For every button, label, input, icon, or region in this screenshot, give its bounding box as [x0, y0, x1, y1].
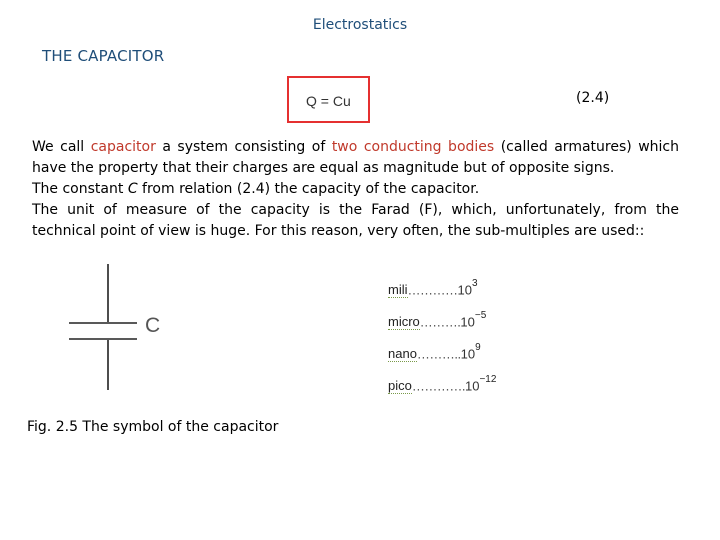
- symbol-c: C: [127, 181, 138, 197]
- unit-exponent: 3: [471, 278, 478, 289]
- body-paragraph: [32, 137, 679, 242]
- chapter-header: Electrostatics: [312, 17, 408, 33]
- unit-prefix: pico: [388, 378, 412, 394]
- leader-dots: …………: [407, 282, 458, 298]
- list-item: [388, 342, 481, 365]
- highlight-conducting-bodies: two conducting bodies: [331, 139, 495, 155]
- section-title: THE CAPACITOR: [42, 47, 165, 65]
- unit-prefix: micro: [388, 314, 420, 330]
- unit-prefix: nano: [388, 346, 417, 362]
- submultiples-list: [388, 276, 538, 401]
- unit-exponent: −12: [479, 374, 497, 385]
- paragraph-unit: The unit of measure of the capacity is the Farad (F), which, unfortunately, from the technical point of view is huge. For this reason, very often, the sub-multiples are used::: [32, 202, 679, 239]
- highlight-capacitor: capacitor: [90, 139, 156, 155]
- leader-dots: ………….: [411, 378, 465, 394]
- capacitor-symbol-label: C: [145, 314, 161, 337]
- formula-text: Q = Cu: [306, 93, 351, 109]
- capacitor-symbol: [55, 260, 167, 400]
- list-item: [388, 278, 478, 301]
- unit-base: 10: [460, 314, 475, 330]
- text-run: from relation (2.4) the capacity of the capacitor.: [137, 181, 480, 197]
- figure-caption: Fig. 2.5 The symbol of the capacitor: [27, 419, 279, 435]
- unit-prefix: mili: [388, 282, 408, 298]
- formula-box: [287, 76, 370, 123]
- text-run: a system consisting of: [155, 139, 332, 155]
- leader-dots: ……….: [419, 314, 461, 330]
- unit-exponent: −5: [474, 310, 487, 321]
- unit-exponent: 9: [475, 342, 481, 353]
- text-run: The constant: [32, 181, 128, 197]
- leader-dots: ………..: [416, 346, 461, 362]
- list-item: [388, 310, 487, 333]
- equation-number: (2.4): [576, 90, 610, 106]
- paragraph-constant: [32, 179, 679, 200]
- text-run: (called armatures) which have the property that their charges are equal as magnitude but of opposite signs.: [32, 139, 680, 176]
- unit-base: 10: [464, 378, 480, 394]
- text-run: We call: [32, 139, 91, 155]
- paragraph-definition: [32, 137, 679, 179]
- list-item: [388, 374, 497, 397]
- unit-base: 10: [457, 282, 472, 298]
- unit-base: 10: [460, 346, 476, 362]
